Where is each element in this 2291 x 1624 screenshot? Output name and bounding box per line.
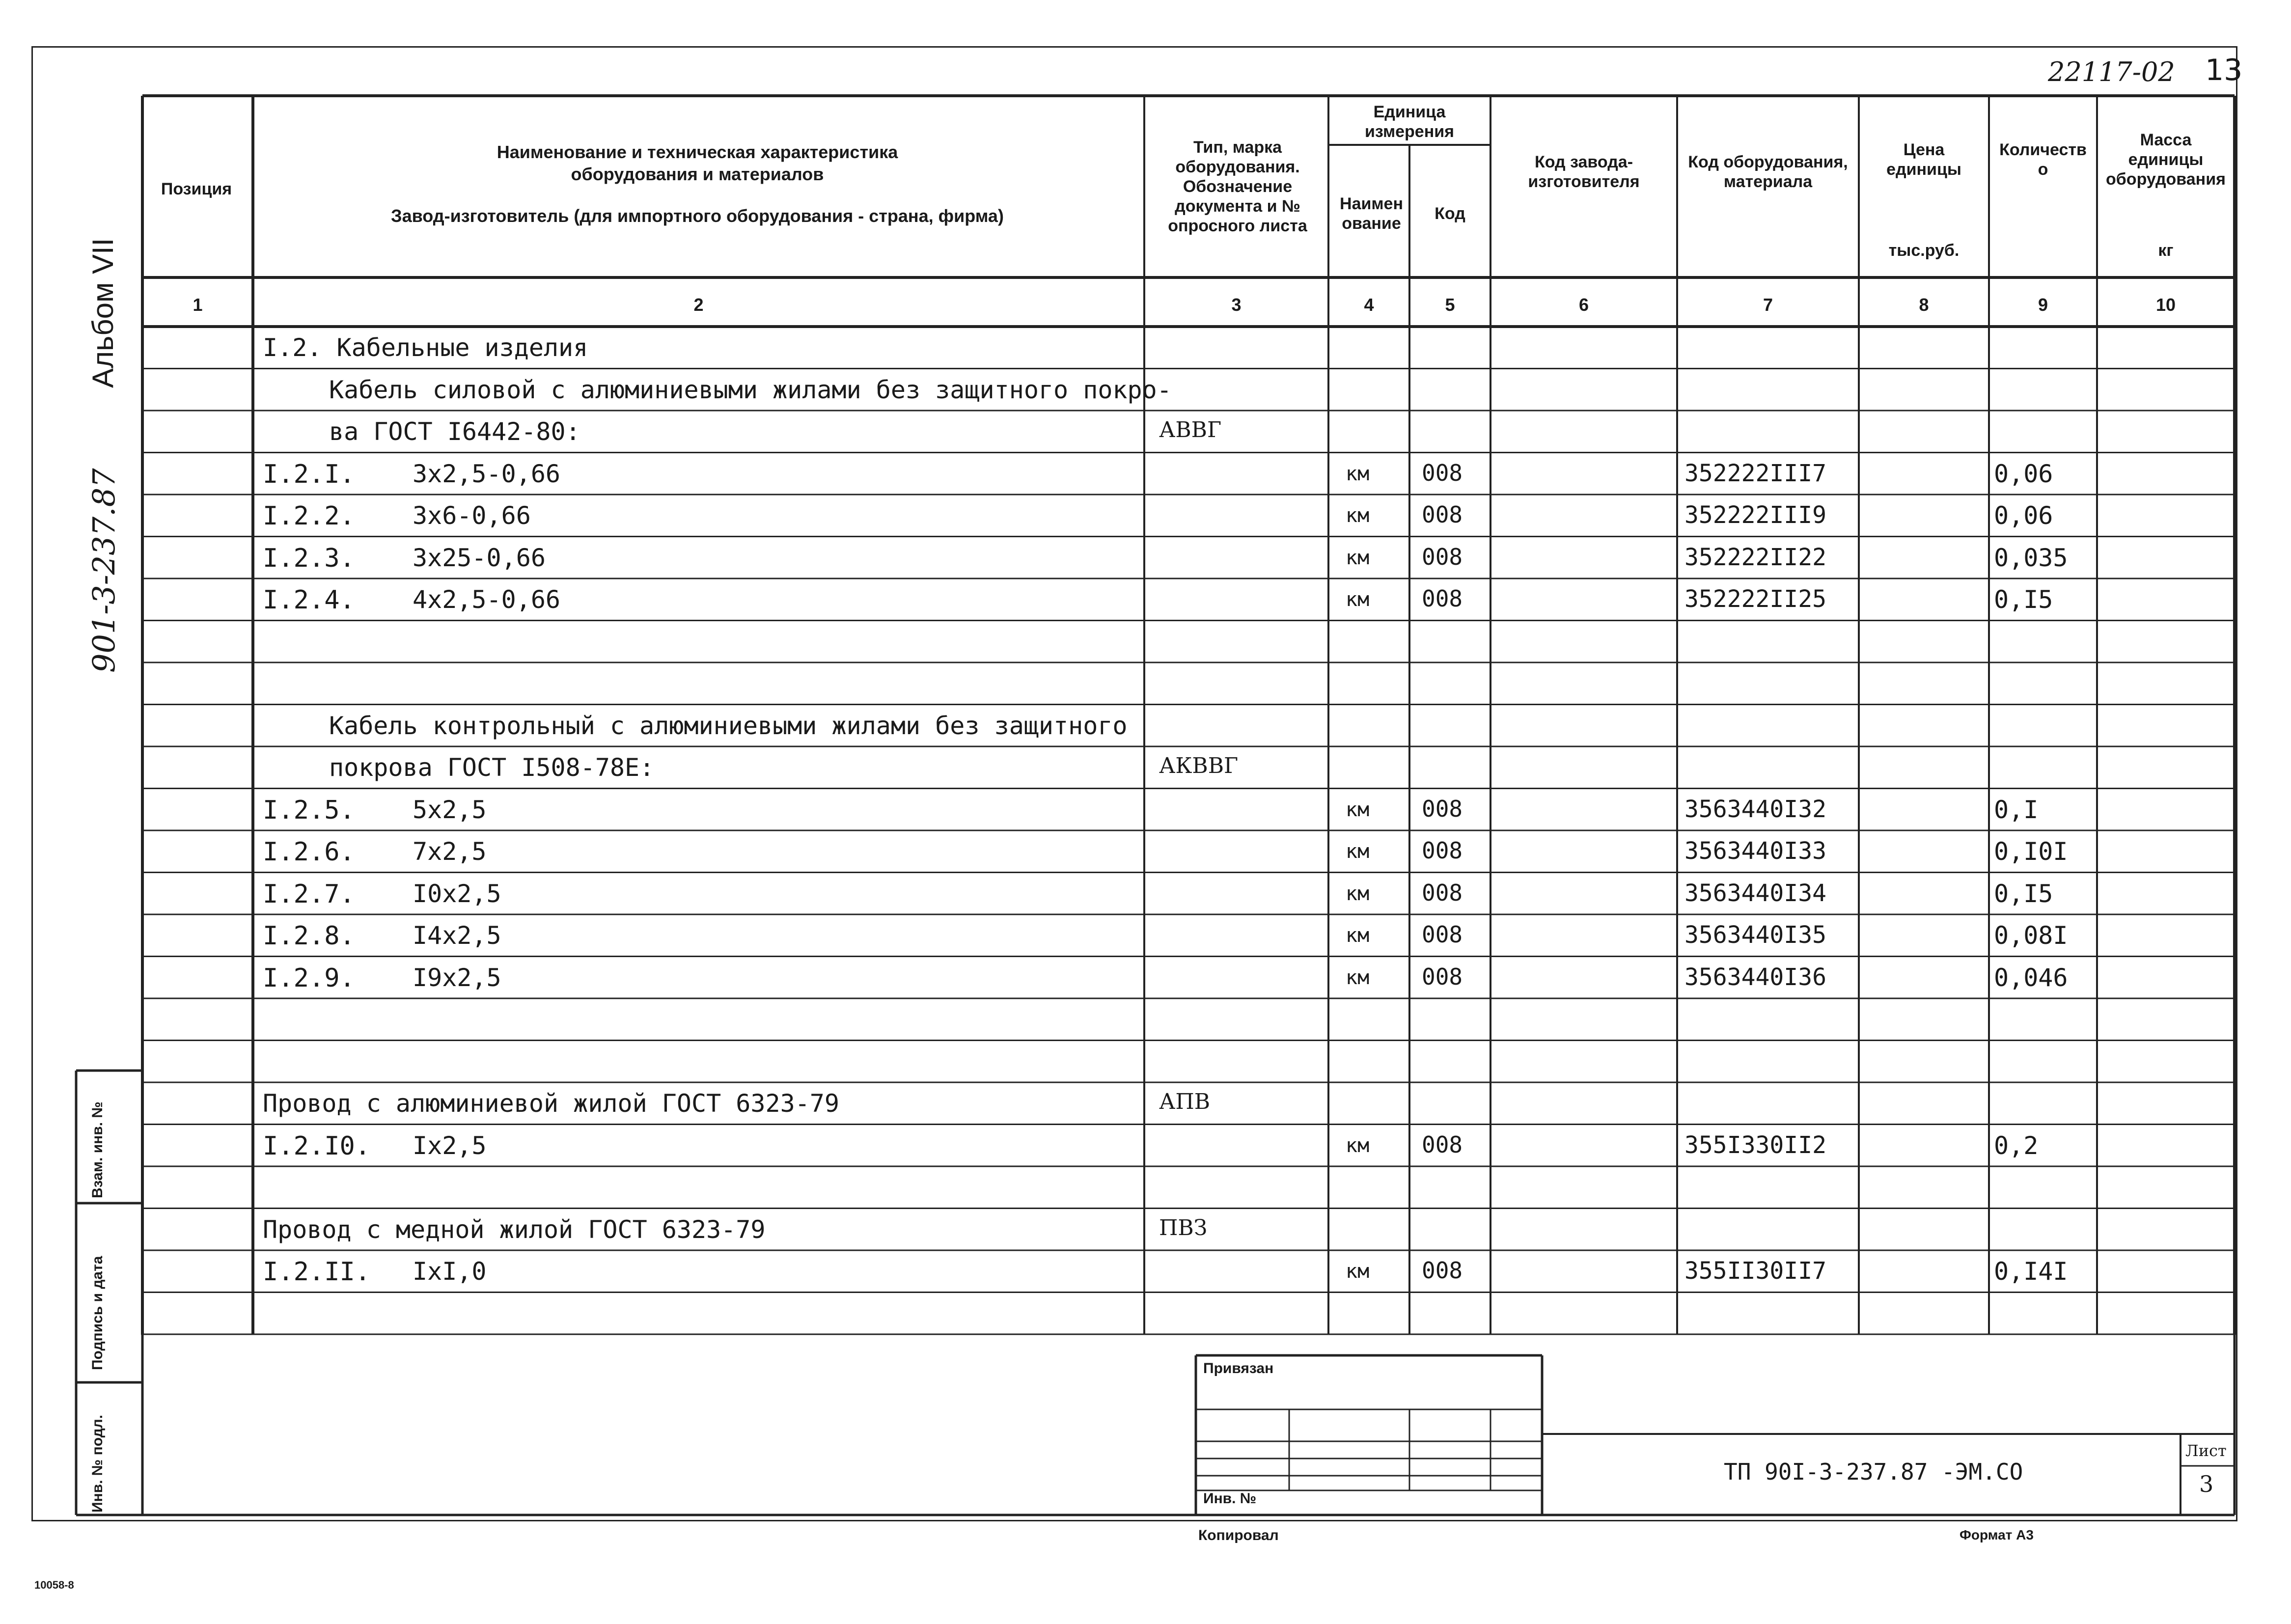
row-quantity: 0,046 bbox=[1994, 963, 2068, 992]
row-material-code: 3563440I35 bbox=[1684, 921, 1826, 949]
row-name: 3х25-0,66 bbox=[413, 543, 546, 572]
row-position: I.2.6. bbox=[263, 837, 355, 867]
row-name: I.2. Кабельные изделия bbox=[263, 333, 588, 362]
stamp-sheet-no: 3 bbox=[2199, 1471, 2214, 1497]
row-unit: км bbox=[1346, 1134, 1370, 1157]
stamp-sheet-label: Лист bbox=[2185, 1441, 2227, 1460]
row-name: I9х2,5 bbox=[413, 963, 501, 992]
row-position: I.2.I. bbox=[263, 459, 355, 489]
column-number-3: 3 bbox=[1231, 295, 1242, 315]
row-quantity: 0,I5 bbox=[1994, 585, 2053, 614]
row-unit-code: 008 bbox=[1422, 795, 1463, 822]
row-unit-code: 008 bbox=[1422, 963, 1463, 990]
row-name: 3х6-0,66 bbox=[413, 501, 531, 530]
row-name: Кабель контрольный с алюминиевыми жилами без защитного bbox=[329, 711, 1128, 740]
row-type: АВВГ bbox=[1159, 417, 1222, 442]
row-unit: км bbox=[1346, 882, 1370, 905]
row-name: IхI,0 bbox=[413, 1257, 487, 1286]
row-position: I.2.8. bbox=[263, 921, 355, 951]
row-material-code: 3563440I32 bbox=[1684, 795, 1826, 823]
row-unit: км bbox=[1346, 504, 1370, 527]
row-unit-code: 008 bbox=[1422, 921, 1463, 948]
row-name: ва ГОСТ I6442-80: bbox=[329, 417, 580, 446]
row-material-code: 352222II25 bbox=[1684, 585, 1826, 613]
row-position: I.2.7. bbox=[263, 879, 355, 909]
column-number-8: 8 bbox=[1919, 295, 1929, 315]
stamp-copied: Копировал bbox=[1198, 1527, 1279, 1543]
row-unit: км bbox=[1346, 840, 1370, 863]
row-unit: км bbox=[1346, 588, 1370, 611]
header-name-line2: оборудования и материалов bbox=[571, 164, 824, 184]
row-position: I.2.II. bbox=[263, 1257, 371, 1287]
row-name: I0х2,5 bbox=[413, 879, 501, 908]
album-label: Альбом VII bbox=[86, 238, 119, 388]
header-price-unit: тыс.руб. bbox=[1888, 241, 1960, 260]
corner-note: 10058-8 bbox=[34, 1579, 74, 1591]
header-name-line1: Наименование и техническая характеристика bbox=[497, 142, 898, 162]
side-label-vzam: Взам. инв. № bbox=[89, 1101, 106, 1198]
stamp-format: Формат А3 bbox=[1960, 1527, 2034, 1542]
row-unit-code: 008 bbox=[1422, 1131, 1463, 1158]
column-number-9: 9 bbox=[2038, 295, 2048, 315]
row-unit-code: 008 bbox=[1422, 459, 1463, 486]
row-position: I.2.3. bbox=[263, 543, 355, 573]
row-material-code: 352222II22 bbox=[1684, 543, 1826, 571]
header-quantity: Количество bbox=[1999, 140, 2087, 179]
row-unit-code: 008 bbox=[1422, 1257, 1463, 1284]
row-unit: км bbox=[1346, 924, 1370, 947]
header-name-line3: Завод-изготовитель (для импортного оборудования - страна, фирма) bbox=[391, 206, 1004, 226]
row-unit-code: 008 bbox=[1422, 501, 1463, 528]
row-position: I.2.2. bbox=[263, 501, 355, 531]
row-position: I.2.5. bbox=[263, 795, 355, 825]
row-material-code: 3563440I36 bbox=[1684, 963, 1826, 991]
column-number-4: 4 bbox=[1364, 295, 1374, 315]
stamp-inv-no: Инв. № bbox=[1203, 1490, 1257, 1507]
doc-number-top: 22117-02 bbox=[2048, 56, 2175, 87]
header-material-code: Код оборудования, материала bbox=[1688, 153, 1848, 191]
row-unit: км bbox=[1346, 462, 1370, 485]
row-name: I4х2,5 bbox=[413, 921, 501, 950]
row-name: Iх2,5 bbox=[413, 1131, 487, 1160]
page-number-top: 13 bbox=[2205, 53, 2243, 87]
side-label-podpis: Подпись и дата bbox=[89, 1256, 106, 1370]
row-material-code: 355I330II2 bbox=[1684, 1131, 1826, 1159]
row-unit: км bbox=[1346, 1260, 1370, 1283]
header-mass: Масса единицы оборудования bbox=[2106, 131, 2226, 189]
row-quantity: 0,06 bbox=[1994, 501, 2053, 530]
row-type: АПВ bbox=[1159, 1089, 1211, 1114]
row-name: Кабель силовой с алюминиевыми жилами без защитного покро- bbox=[329, 375, 1172, 404]
row-unit-code: 008 bbox=[1422, 543, 1463, 570]
row-quantity: 0,06 bbox=[1994, 459, 2053, 488]
row-name: 3х2,5-0,66 bbox=[413, 459, 561, 488]
header-mass-unit: кг bbox=[2158, 241, 2174, 260]
side-code: 901-3-237.87 bbox=[86, 468, 122, 673]
row-unit-code: 008 bbox=[1422, 879, 1463, 906]
header-unit: Единица измерения bbox=[1365, 102, 1454, 141]
row-name: 5х2,5 bbox=[413, 795, 487, 824]
row-material-code: 3563440I34 bbox=[1684, 879, 1826, 907]
row-position: I.2.I0. bbox=[263, 1131, 371, 1161]
header-unit-code: Код bbox=[1435, 204, 1465, 223]
row-position: I.2.4. bbox=[263, 585, 355, 615]
column-number-2: 2 bbox=[693, 295, 704, 315]
header-type: Тип, марка оборудования. Обозначение документа и № опросного листа bbox=[1168, 138, 1307, 235]
row-material-code: 355II30II7 bbox=[1684, 1257, 1826, 1285]
row-quantity: 0,035 bbox=[1994, 543, 2068, 572]
column-number-1: 1 bbox=[193, 295, 203, 315]
row-material-code: 352222III7 bbox=[1684, 459, 1826, 487]
row-unit: км bbox=[1346, 966, 1370, 989]
column-number-6: 6 bbox=[1578, 295, 1589, 315]
stamp-bound: Привязан bbox=[1203, 1360, 1274, 1376]
row-type: АКВВГ bbox=[1159, 753, 1239, 778]
row-name: покрова ГОСТ I508-78Е: bbox=[329, 753, 655, 782]
column-number-10: 10 bbox=[2155, 295, 2176, 315]
stamp-doc-code: ТП 90I-3-237.87 -ЭМ.СО bbox=[1724, 1459, 2023, 1485]
header-price: Цена единицы bbox=[1886, 140, 1961, 179]
row-name: Провод с алюминиевой жилой ГОСТ 6323-79 bbox=[263, 1089, 839, 1118]
row-unit-code: 008 bbox=[1422, 837, 1463, 864]
side-label-inv-podl: Инв. № подл. bbox=[89, 1414, 106, 1513]
row-quantity: 0,I bbox=[1994, 795, 2039, 824]
column-number-5: 5 bbox=[1445, 295, 1455, 315]
row-position: I.2.9. bbox=[263, 963, 355, 993]
row-unit: км bbox=[1346, 546, 1370, 569]
row-quantity: 0,I0I bbox=[1994, 837, 2068, 866]
header-position: Позиция bbox=[161, 180, 232, 198]
row-quantity: 0,2 bbox=[1994, 1131, 2039, 1160]
row-name: 7х2,5 bbox=[413, 837, 487, 866]
row-quantity: 0,08I bbox=[1994, 921, 2068, 950]
row-material-code: 3563440I33 bbox=[1684, 837, 1826, 865]
row-name: 4х2,5-0,66 bbox=[413, 585, 561, 614]
row-type: ПВЗ bbox=[1159, 1215, 1208, 1240]
header-unit-name: Наименование bbox=[1340, 194, 1403, 233]
row-quantity: 0,I5 bbox=[1994, 879, 2053, 908]
row-material-code: 352222III9 bbox=[1684, 501, 1826, 529]
header-maker-code: Код завода-изготовителя bbox=[1528, 153, 1640, 191]
row-unit: км bbox=[1346, 798, 1370, 821]
column-number-7: 7 bbox=[1763, 295, 1773, 315]
row-unit-code: 008 bbox=[1422, 585, 1463, 612]
row-name: Провод с медной жилой ГОСТ 6323-79 bbox=[263, 1215, 766, 1244]
row-quantity: 0,I4I bbox=[1994, 1257, 2068, 1286]
